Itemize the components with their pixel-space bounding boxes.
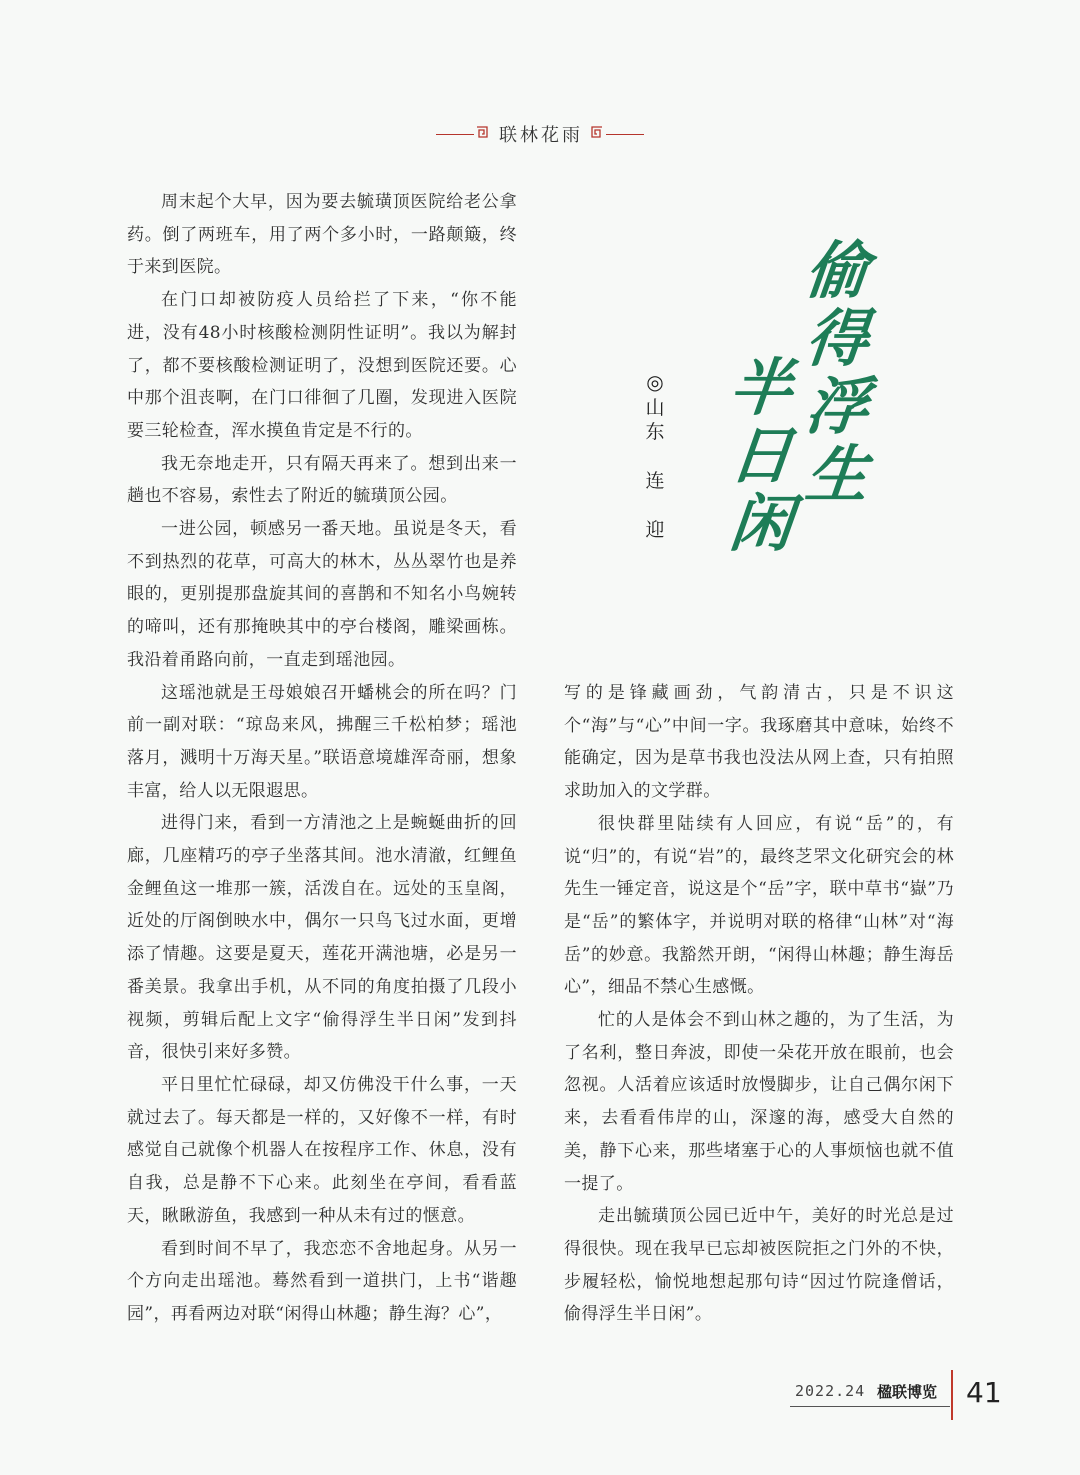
issue-number: 2022.24	[795, 1382, 866, 1400]
paragraph: 走出毓璜顶公园已近中午，美好的时光总是过得很快。现在我早已忘却被医院拒之门外的不快，步履轻松，愉悦地想起那句诗“因过竹院逢僧话，偷得浮生半日闲”。	[564, 1206, 954, 1325]
title-char: 闲	[726, 487, 797, 560]
paragraph: 很快群里陆续有人回应，有说“岳”的，有说“归”的，有说“岩”的，最终芝罘文化研究会的林先生一锤定音，说这是个“岳”字，联中草书“嶽”乃是“岳”的繁体字，并说明对联的格律“山林”对“海岳”的妙意。我豁然开朗，“闲得山林趣；静生海岳心”，细品不禁心生感慨。	[564, 813, 954, 998]
paragraph: 这瑶池就是王母娘娘召开蟠桃会的所在吗？门前一副对联：“琼岛来风，拂醒三千松柏梦；瑶池落月，溅明十万海天星。”联语意境雄浑奇丽，想象丰富，给人以无限遐思。	[127, 682, 517, 801]
paragraph: 进得门来，看到一方清池之上是蜿蜒曲折的回廊，几座精巧的亭子坐落其间。池水清澈，红鲤鱼金鲤鱼这一堆那一簇，活泼自在。远处的玉皇阁，近处的厅阁倒映水中，偶尔一只鸟飞过水面，更增添了情趣。这要是夏天，莲花开满池塘，必是另一番美景。我拿出手机，从不同的角度拍摄了几段小视频，剪辑后配上文字“偷得浮生半日闲”发到抖音，很快引来好多赞。	[127, 813, 517, 1063]
fret-ornament-icon	[591, 126, 603, 138]
author-mark-icon: ◎	[646, 370, 664, 394]
paragraph: 看到时间不早了，我恋恋不舍地起身。从另一个方向走出瑶池。蓦然看到一道拱门，上书“谐趣园”，再看两边对联“闲得山林趣；静生海？心”，	[127, 1238, 517, 1324]
title-char: 得	[802, 302, 873, 375]
author-byline	[640, 368, 670, 542]
fret-ornament-icon	[476, 126, 488, 138]
article-column-right	[564, 677, 954, 1331]
article-title-column-2	[726, 351, 797, 560]
article-title-column-1	[802, 234, 873, 511]
paragraph: 我无奈地走开，只有隔天再来了。想到出来一趟也不容易，索性去了附近的毓璜顶公园。	[127, 453, 517, 507]
footer-accent-bar	[951, 1370, 953, 1420]
section-title: 联林花雨	[499, 125, 583, 146]
paragraph: 周末起个大早，因为要去毓璜顶医院给老公拿药。倒了两班车，用了两个多小时，一路颠簸，终于来到医院。	[127, 192, 517, 278]
title-char: 生	[802, 438, 873, 511]
page-number: 41	[966, 1376, 1002, 1409]
paragraph: 一进公园，顿感另一番天地。虽说是冬天，看不到热烈的花草，可高大的林木，丛丛翠竹也是养眼的，更别提那盘旋其间的喜鹊和不知名小鸟婉转的啼叫，还有那掩映其中的亭台楼阁，雕梁画栋。我沿着甬路向前，一直走到瑶池园。	[127, 519, 517, 670]
title-char: 日	[726, 419, 797, 492]
author-region-char: 东	[645, 421, 665, 443]
page-footer	[0, 1370, 1080, 1430]
paragraph: 忙的人是体会不到山林之趣的，为了生活，为了名利，整日奔波，即使一朵花开放在眼前，也会忽视。人活着应该适时放慢脚步，让自己偶尔闲下来，去看看伟岸的山，深邃的海，感受大自然的美，静下心来，那些堵塞于心的人事烦恼也就不值一提了。	[564, 1010, 954, 1194]
section-header	[0, 118, 1080, 152]
paragraph: 在门口却被防疫人员给拦了下来，“你不能进，没有48小时核酸检测阴性证明”。我以为解封了，都不要核酸检测证明了，没想到医院还要。心中那个沮丧啊，在门口徘徊了几圈，发现进入医院要三轮检查，浑水摸鱼肯定是不行的。	[127, 290, 517, 441]
title-char: 浮	[802, 370, 873, 443]
author-name-char: 迎	[645, 519, 665, 541]
header-rule-left	[436, 134, 474, 135]
article-column-left	[127, 186, 517, 1331]
author-region-char: 山	[645, 397, 665, 419]
header-rule-right	[606, 134, 644, 135]
paragraph: 写的是锋藏画劲，气韵清古，只是不识这个“海”与“心”中间一字。我琢磨其中意味，始终不能确定，因为是草书我也没法从网上查，只有拍照求助加入的文学群。	[564, 683, 954, 802]
title-char: 半	[726, 351, 797, 424]
author-name-char: 连	[645, 470, 665, 492]
paragraph: 平日里忙忙碌碌，却又仿佛没干什么事，一天就过去了。每天都是一样的，又好像不一样，有时感觉自己就像个机器人在按程序工作、休息，没有自我，总是静不下心来。此刻坐在亭间，看看蓝天，瞅瞅游鱼，我感到一种从未有过的惬意。	[127, 1074, 517, 1226]
title-char: 偷	[802, 234, 873, 307]
footer-rule	[790, 1406, 950, 1407]
magazine-name: 楹联博览	[877, 1383, 938, 1401]
